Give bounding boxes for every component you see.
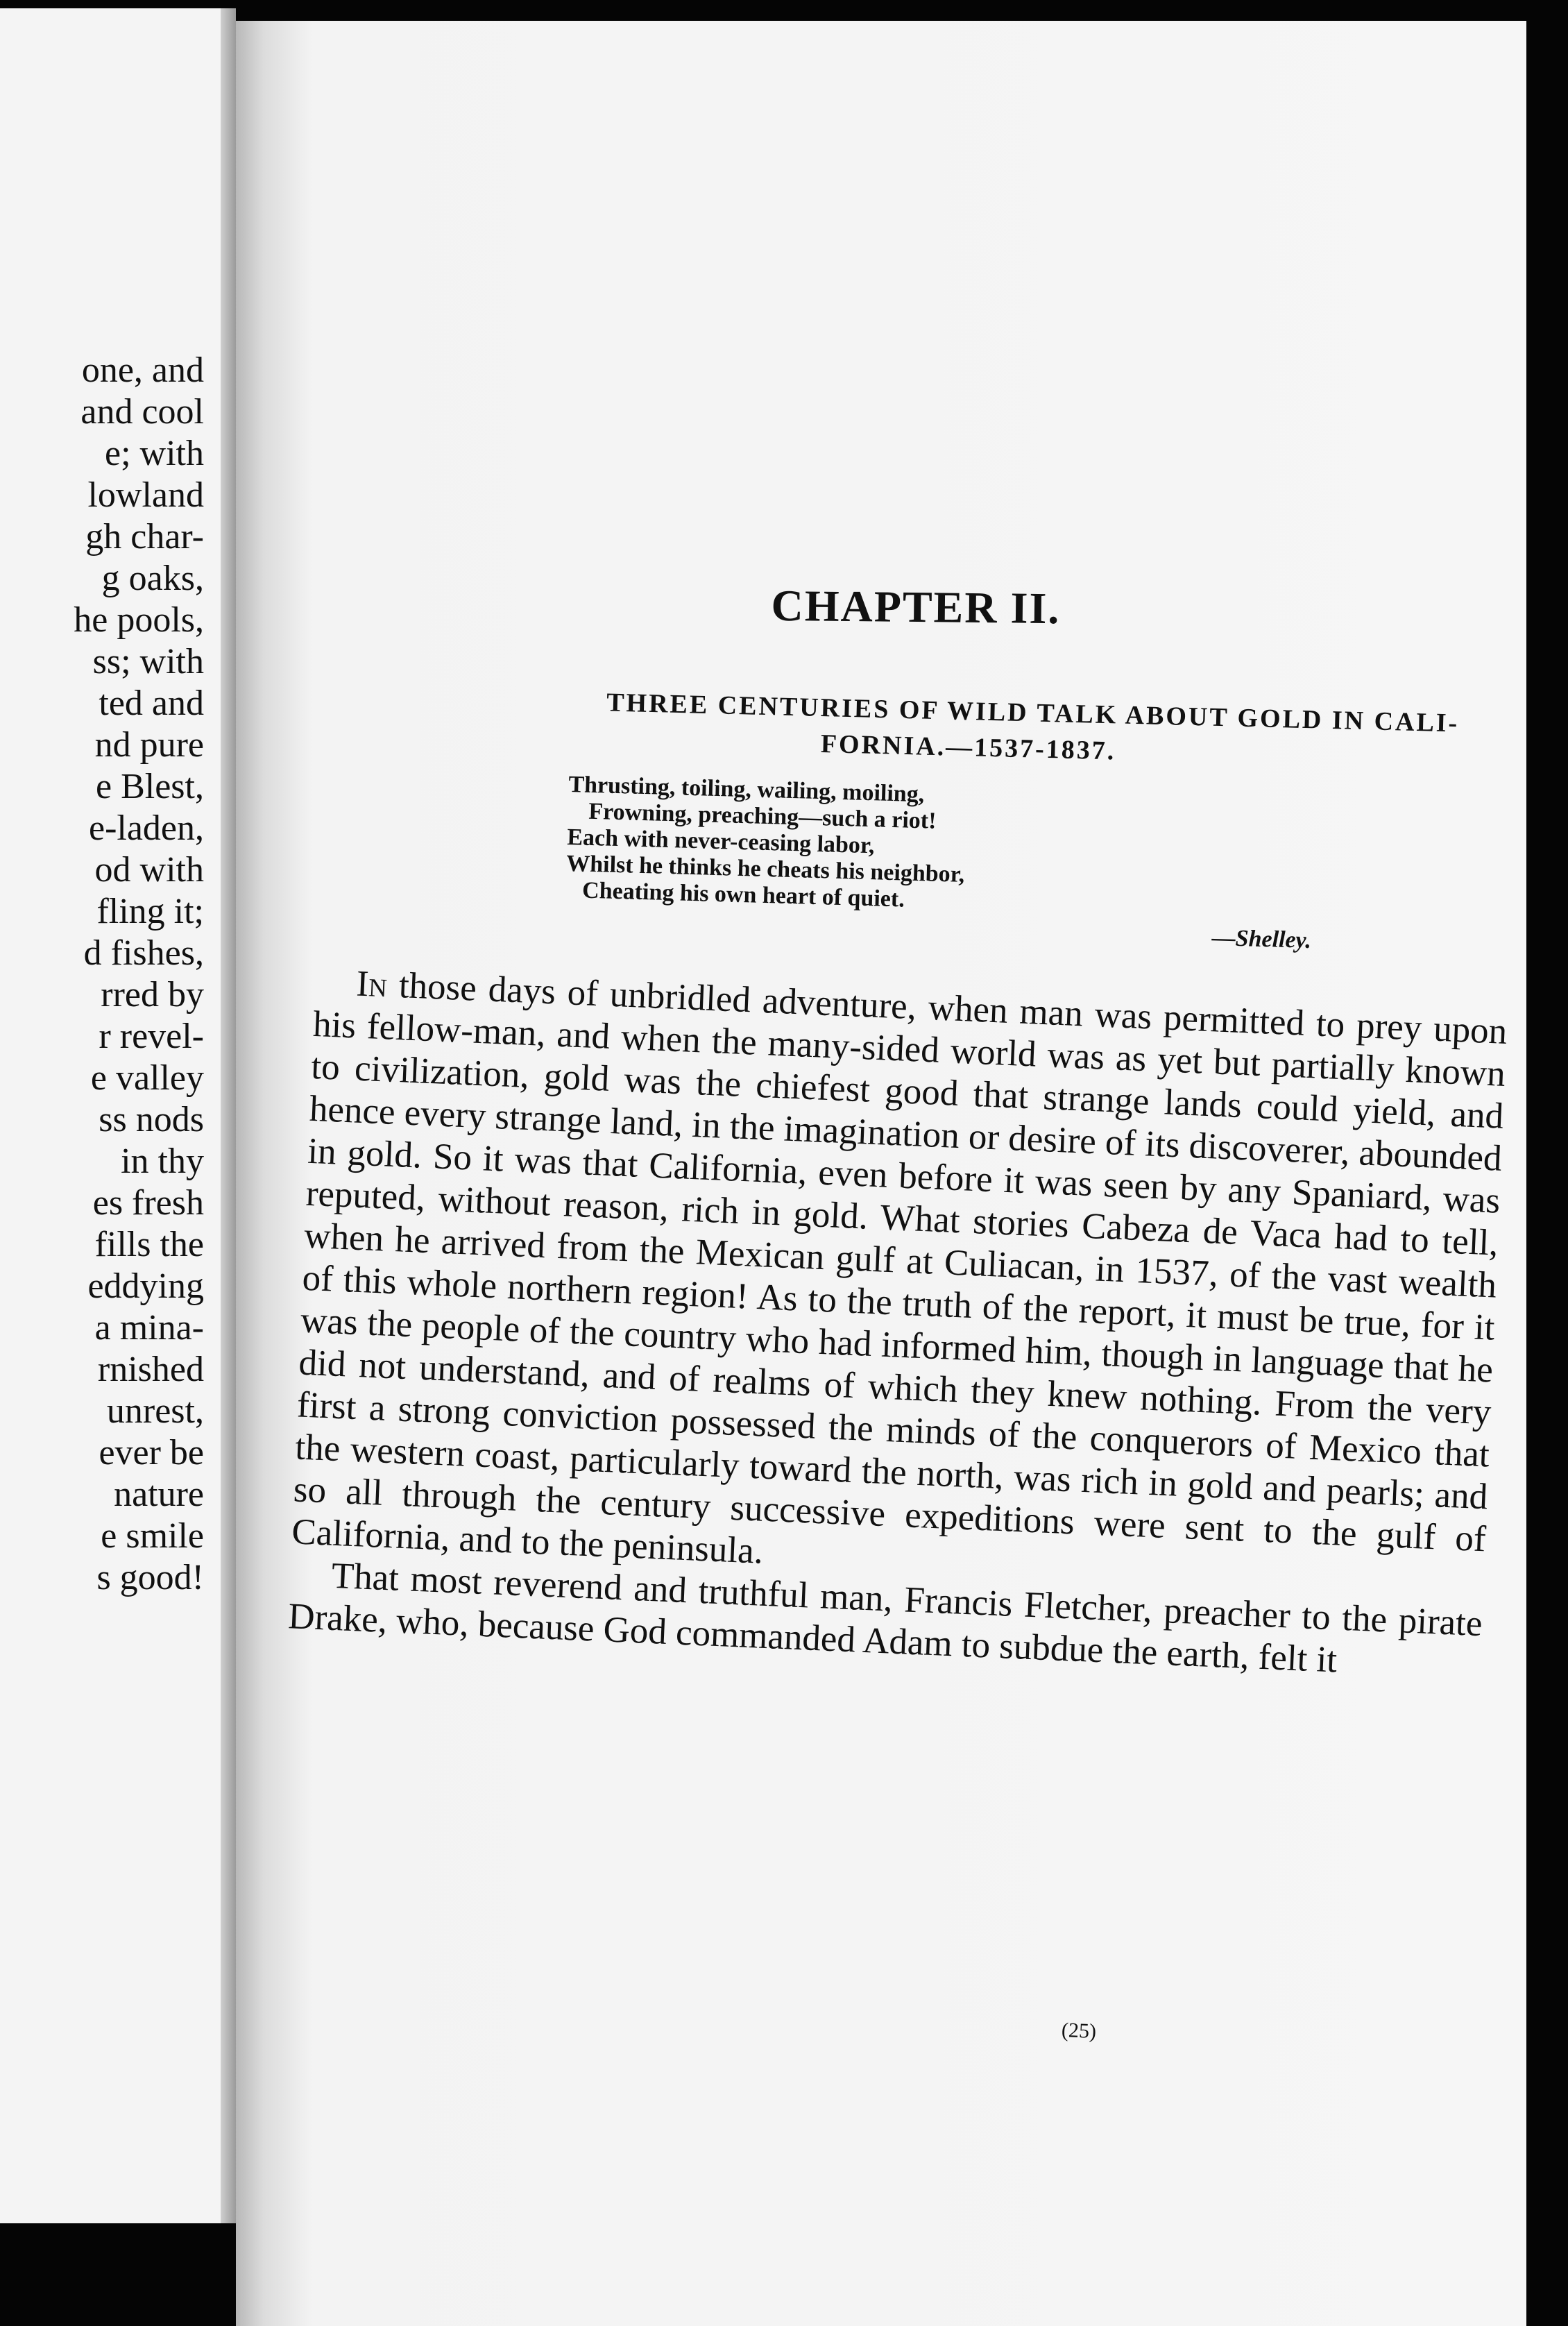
text-line: od with [94,850,204,890]
text-line: lowland [87,475,204,515]
chapter-title: CHAPTER II. [771,580,1061,634]
chapter-subtitle-line: FORNIA.—1537-1837. [820,729,1116,766]
text-line: rred by [101,975,204,1015]
text-line: one, and [81,350,204,390]
previous-page-text [74,350,204,1599]
epigraph-line: Whilst he thinks he cheats his neighbor, [565,850,965,888]
text-line: fling it; [96,892,204,931]
text-line: e Blest, [96,767,204,806]
text-line: rnished [97,1350,204,1389]
text-line: e-laden, [88,808,204,848]
text-line: e smile [101,1516,204,1556]
epigraph-attribution: —Shelley. [1211,924,1312,953]
epigraph-line: Each with never-ceasing labor, [566,824,875,859]
text-line: nature [114,1475,204,1514]
previous-page [0,8,221,2223]
text-line: es fresh [92,1183,204,1223]
text-line: a mina- [94,1308,204,1348]
text-line: s good! [96,1558,204,1597]
text-line: ever be [99,1433,204,1472]
chapter-subtitle [366,679,1533,779]
text-line: eddying [87,1266,204,1306]
text-line: unrest, [106,1391,204,1431]
body-text [287,961,1508,1688]
book-gutter [221,8,236,2223]
text-line: ted and [99,684,204,723]
paragraph: That most reverend and truthful man, Francis Fletcher, preacher to the pirate Drake, who, because God commanded Adam to subdue the earth, felt it [287,1555,1483,1681]
paragraph-text: those days of unbridled adventure, when man was permitted to prey upon his fellow-man, and when the many-sided world was as yet but partially known to civilization, gold was the chiefest good that strange lands could yield, and hence every strange land, in the imagination or desire of its discoverer, abounded in gold. So it was that California, even before it was seen by any Spaniard, was reputed, without reason, rich in gold. What stories Cabeza de Vaca had to tell, when he arrived from the Mexican gulf at Culiacan, in 1537, of the vast wealth of this whole northern region! As to the truth of the report, it must be true, for it was the people of the country who had informed him, though in language that he did not understand, and of realms of which they knew nothing. From the very first a strong conviction possessed the minds of the conquerors of Mexico that the western coast, particularly toward the north, was rich in gold and pearls; and so all through the century successive expeditions were sent to the gulf of California, and to the peninsula. [291,965,1508,1572]
paragraph [291,961,1508,1603]
text-line: r revel- [99,1017,204,1056]
page-number: (25) [1061,2018,1097,2044]
text-line: nd pure [94,725,204,765]
scan-border [1526,21,1568,2326]
paragraph-lead: In [355,963,389,1005]
text-line: ss nods [99,1100,204,1139]
current-page [236,21,1568,2326]
text-line: fills the [94,1225,204,1264]
text-line: g oaks, [101,559,204,598]
epigraph-line: Thrusting, toiling, wailing, moiling, [568,772,925,808]
epigraph-line: Frowning, preaching—such a riot! [588,798,937,834]
chapter-subtitle-line: THREE CENTURIES OF WILD TALK ABOUT GOLD IN CALI- [606,688,1460,738]
text-line: e; with [105,434,204,473]
text-line: e valley [90,1058,204,1098]
epigraph [565,772,1401,926]
text-line: and cool [80,392,204,432]
text-line: gh char- [85,517,204,557]
epigraph-line: Cheating his own heart of quiet. [581,877,905,912]
text-line: in thy [121,1141,204,1181]
text-line: ss; with [92,642,204,681]
text-line: he pools, [74,600,204,640]
text-line: d fishes, [83,933,204,973]
